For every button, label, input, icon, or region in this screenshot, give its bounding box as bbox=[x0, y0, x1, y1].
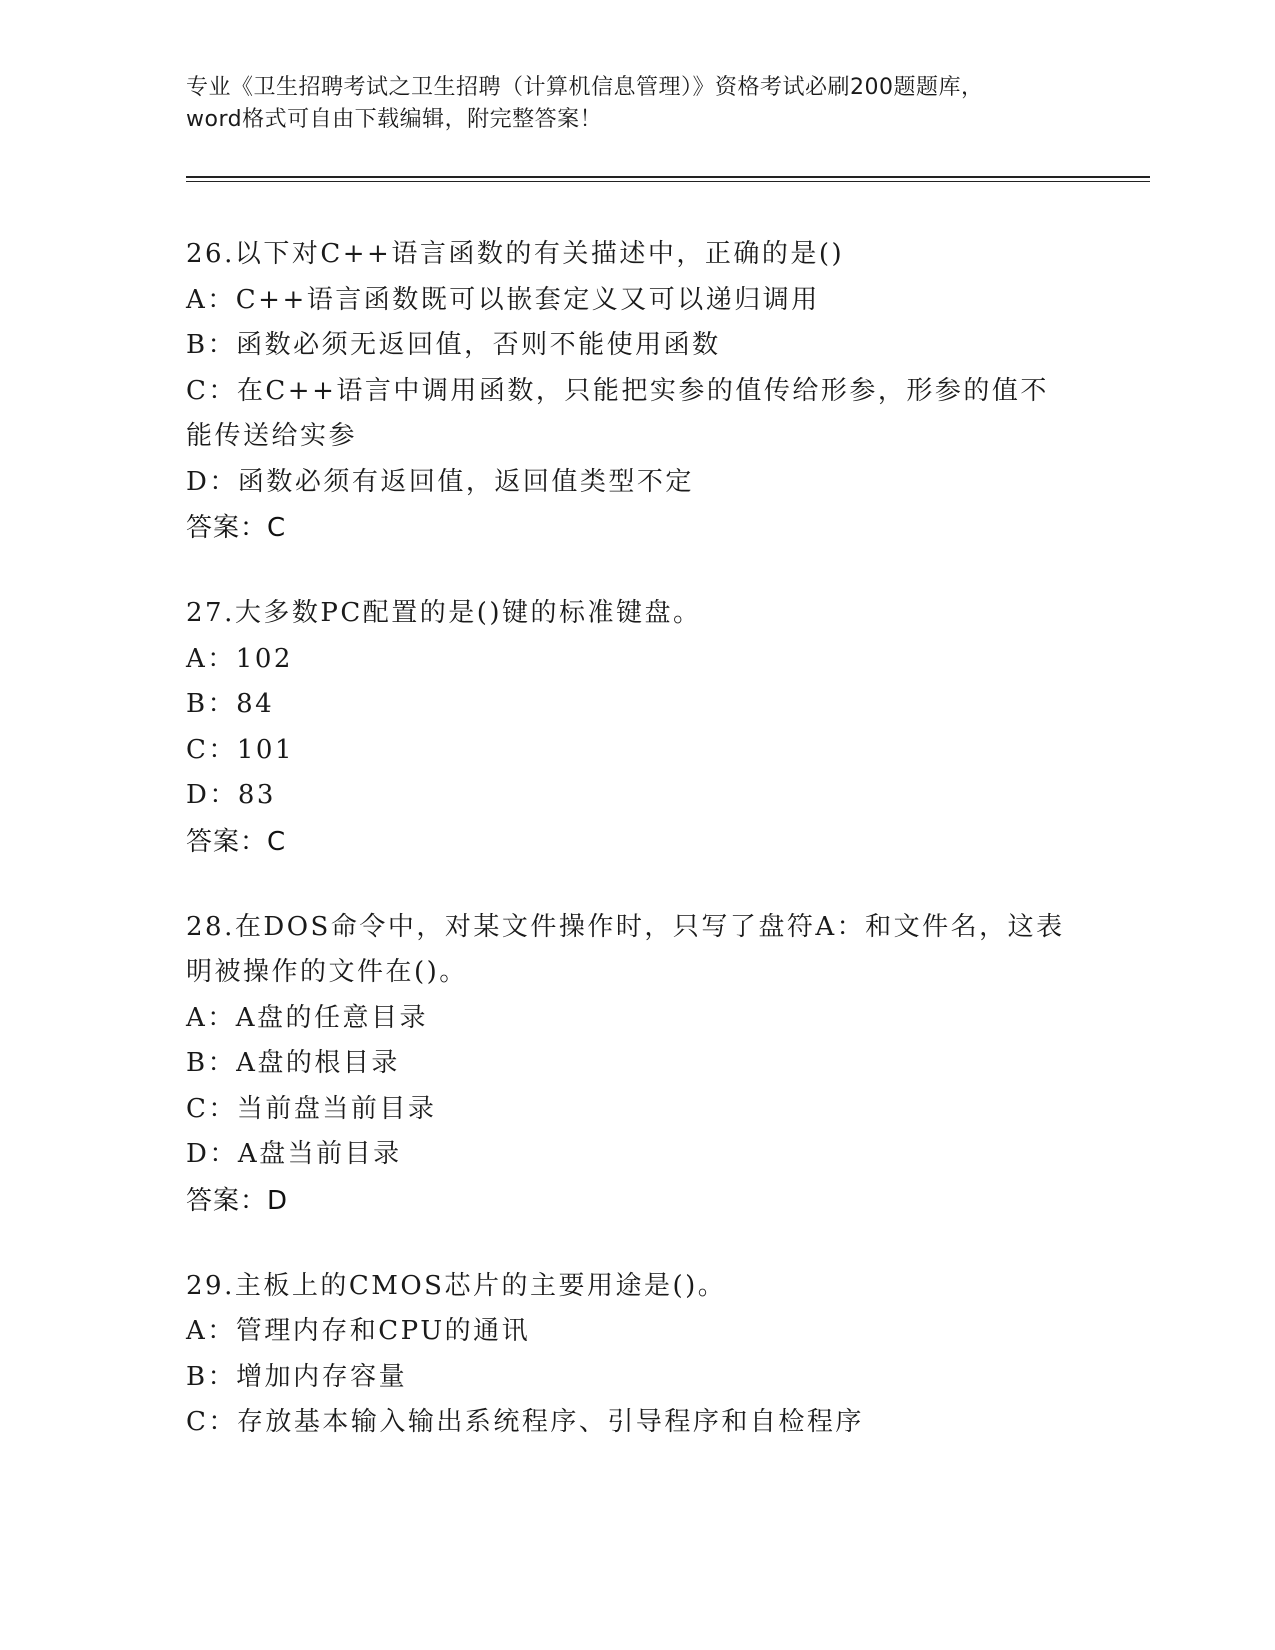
option-a: A：102 bbox=[186, 643, 293, 674]
answer-label: 答案： bbox=[186, 513, 268, 543]
answer-label: 答案： bbox=[186, 1185, 268, 1216]
question-26 bbox=[186, 232, 1066, 551]
option-d: D：83 bbox=[186, 780, 276, 810]
option-d: D：A盘当前目录 bbox=[186, 1139, 402, 1169]
question-stem: 29.主板上的CMOS芯片的主要用途是()。 bbox=[186, 1270, 727, 1301]
answer-line bbox=[186, 1178, 1066, 1224]
option-d: D：函数必须有返回值，返回值类型不定 bbox=[186, 466, 694, 497]
header-line-2: word格式可自由下载编辑，附完整答案！ bbox=[186, 107, 603, 132]
question-27 bbox=[186, 591, 1066, 865]
answer-label: 答案： bbox=[186, 826, 268, 857]
option-a: A：管理内存和CPU的通讯 bbox=[186, 1316, 531, 1346]
answer-line bbox=[186, 819, 1066, 865]
question-stem: 28.在DOS命令中，对某文件操作时，只写了盘符A：和文件名，这表明被操作的文件在()。 bbox=[186, 911, 1065, 987]
answer-value: D bbox=[267, 1185, 289, 1216]
option-b: B：增加内存容量 bbox=[186, 1361, 408, 1392]
header-divider-thin bbox=[186, 181, 1150, 182]
option-b: B：A盘的根目录 bbox=[186, 1048, 400, 1078]
option-c: C：当前盘当前目录 bbox=[186, 1093, 437, 1124]
question-stem: 26.以下对C++语言函数的有关描述中，正确的是() bbox=[186, 239, 845, 269]
option-b: B：函数必须无返回值，否则不能使用函数 bbox=[186, 330, 721, 360]
answer-value: C bbox=[267, 513, 287, 543]
question-29 bbox=[186, 1264, 1066, 1446]
answer-line bbox=[186, 505, 1066, 551]
option-a: A：C++语言函数既可以嵌套定义又可以递归调用 bbox=[186, 284, 820, 315]
document-header bbox=[186, 72, 1086, 136]
question-stem: 27.大多数PC配置的是()键的标准键盘。 bbox=[186, 598, 702, 628]
option-a: A：A盘的任意目录 bbox=[186, 1002, 429, 1033]
option-b: B：84 bbox=[186, 689, 275, 719]
question-28 bbox=[186, 905, 1066, 1224]
option-c: C：101 bbox=[186, 734, 295, 765]
header-line-1: 专业《卫生招聘考试之卫生招聘（计算机信息管理）》资格考试必刷200题题库， bbox=[186, 75, 984, 100]
option-c: C：在C++语言中调用函数，只能把实参的值传给形参，形参的值不能传送给实参 bbox=[186, 375, 1049, 451]
header-divider-thick bbox=[186, 176, 1150, 178]
question-list bbox=[186, 232, 1066, 1486]
answer-value: C bbox=[267, 826, 287, 857]
option-c: C：存放基本输入输出系统程序、引导程序和自检程序 bbox=[186, 1407, 864, 1437]
